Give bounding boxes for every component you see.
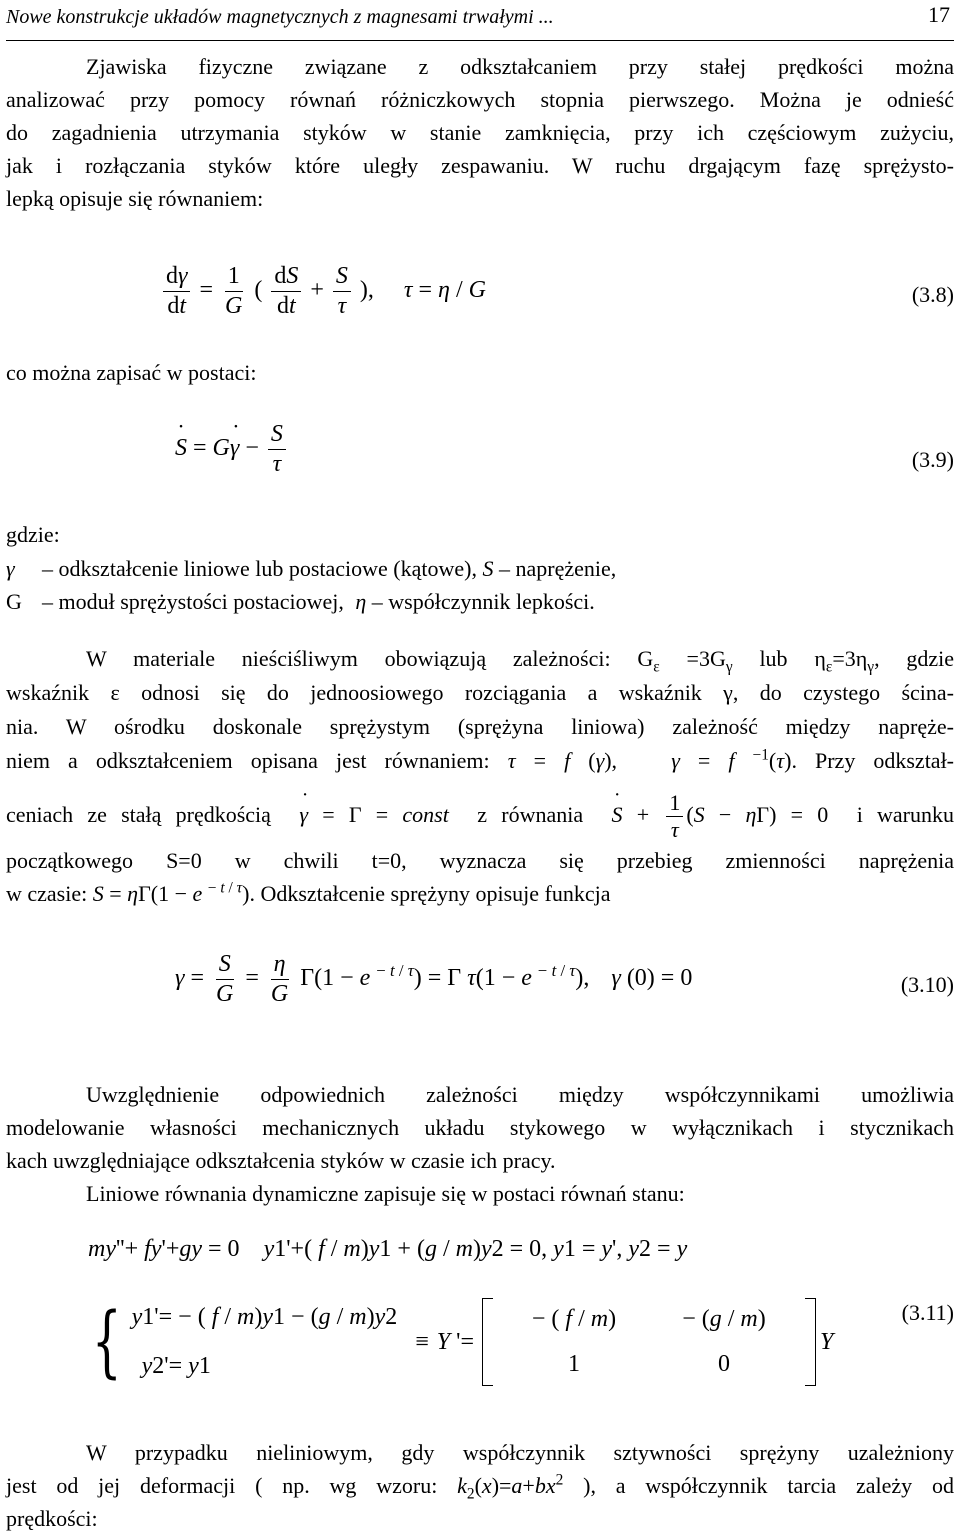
definition: – odkształcenie liniowe lub postaciowe (kątowe), <box>42 556 477 581</box>
page-header <box>6 0 954 41</box>
symbol-definitions <box>6 552 616 618</box>
text-line: ceniach ze stałą prędkością ˙ γ = Γ = const z równania ˙ S + $\frac{1}{\tau}$ (S − ηΓ) = 0 i warunku <box>6 790 954 844</box>
text-line: kach uwzględniające odkształcenia styków w czasie ich pracy. <box>6 1148 556 1173</box>
text-line: Zjawiska fizyczne związane z odkształcaniem przy stałej prędkości można <box>86 54 954 79</box>
definition: – współczynnik lepkości. <box>371 589 595 614</box>
text-line: modelowanie własności mechanicznych układu stykowego w wyłącznikach i stycznikach <box>6 1115 954 1140</box>
text-line: Liniowe równania dynamiczne zapisuje się w postaci równań stanu: <box>86 1181 685 1206</box>
symbol: γ <box>6 556 15 581</box>
equation-number: (3.9) <box>911 447 954 472</box>
text-line: niem a odkształceniem opisana jest równaniem: τ = f (γ), γ = f $^{-1}$(τ). Przy odkształ- <box>6 746 955 773</box>
symbol: G <box>6 589 22 614</box>
text-line: w czasie: S = ηΓ(1 − e $^{- t / \tau}$). Odkształcenie sprężyny opisuje funkcja <box>6 879 611 906</box>
equation-3-11: { y1'= − ( f / m)y1 − (g / m)y2 y2'= y1 ≡ Y '= − ( f / m) − (g / m) 1 0 Y <box>91 1297 834 1387</box>
text-line: jak i rozłączania styków które uległy zespawaniu. W ruchu drgającym fazę sprężysto- <box>6 153 954 178</box>
equation-state-definition: my''+ fy'+gy = 0 y1'+( f / m)y1 + (g / m)y2 = 0, y1 = y', y2 = y <box>88 1236 688 1262</box>
text-line: nia. W ośrodku doskonale sprężystym (sprężyna liniowa) zależność między napręże- <box>6 714 954 739</box>
text-line: co można zapisać w postaci: <box>6 360 257 385</box>
equation-number: (3.8) <box>911 282 954 307</box>
paragraph-intro <box>6 50 954 215</box>
paragraph-nonlinear <box>6 1436 954 1535</box>
equation-3-10: γ = $\frac{S}{G}$ = $\frac{\eta}{G}$ Γ(1 − e $^{- t / \tau}$) = Γ τ(1 − e $^{- t / \tau}$), γ (0) = 0 <box>175 951 693 1007</box>
text-line: Uwzględnienie odpowiednich zależności między współczynnikami umożliwia <box>86 1082 954 1107</box>
text-line: W przypadku nieliniowym, gdy współczynnik sztywności sprężyny uzależniony <box>86 1440 954 1465</box>
text-line: lepką opisuje się równaniem: <box>6 186 264 211</box>
equation-number: (3.10) <box>900 972 954 997</box>
paragraph-material-cont <box>6 790 954 844</box>
definition: – moduł sprężystości postaciowej, <box>42 589 344 614</box>
page-number: 17 <box>928 2 950 27</box>
text-line: analizować przy pomocy równań różniczkowych stopnia pierwszego. Można je odnieść <box>6 87 954 112</box>
text-line: początkowego S=0 w chwili t=0, wyznacza się przebieg zmienności naprężenia <box>6 848 954 873</box>
text-line: gdzie: <box>6 522 60 547</box>
running-title: Nowe konstrukcje układów magnetycznych z magnesami trwałymi ... <box>6 6 554 28</box>
symbol: S <box>482 556 494 581</box>
equation-3-8: $\frac{d\gamma}{dt}$ = $\frac{1}{G}$ ( $\frac{dS}{dt}$ + $\frac{S}{\tau}$ ), τ = η / G <box>160 262 486 321</box>
text-line: wskaźnik ε odnosi się do jednoosiowego rozciągania a wskaźnik γ, do czystego ścina- <box>6 680 954 705</box>
text-line: do zagadnienia utrzymania styków w stanie zamknięcia, przy ich częściowym zużyciu, <box>6 120 954 145</box>
text-line: W materiale nieściśliwym obowiązują zależności: $G_\varepsilon =3G_\gamma$ lub $\eta_\varepsilon=3\eta_\gamma$, gdzie <box>86 646 954 676</box>
equation-3-9: ˙ S = G˙ γ − $\frac{S}{\tau}$ <box>175 420 289 479</box>
equation-number: (3.11) <box>901 1300 954 1325</box>
paragraph-material <box>6 642 954 778</box>
definition: – naprężenie, <box>498 556 617 581</box>
paragraph-modeling <box>6 1078 954 1210</box>
paragraph-material-cont <box>6 844 954 910</box>
text-line: prędkości: <box>6 1506 98 1531</box>
text-line: jest od jej deformacji ( np. wg wzoru: $k_2(x)=a+bx^2$ ), a współczynnik tarcia zależy od <box>6 1471 954 1503</box>
symbol: η <box>355 589 367 614</box>
